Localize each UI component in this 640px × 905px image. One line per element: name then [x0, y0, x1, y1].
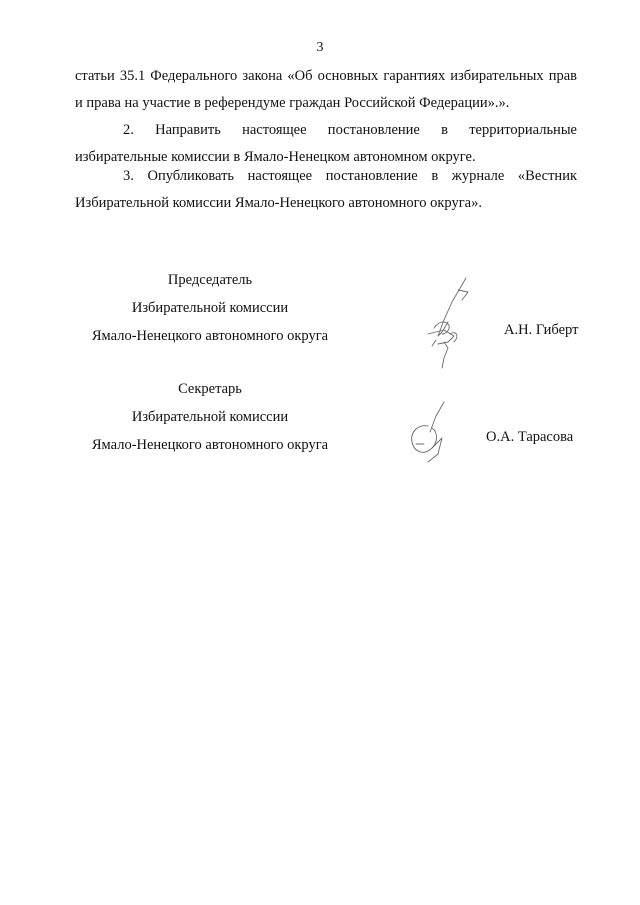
secretary-title-line-2: Избирательной комиссии	[131, 409, 289, 425]
paragraph-2-line-2: избирательные комиссии в Ямало-Ненецком автономном округе.	[75, 149, 476, 165]
chairman-title-block	[75, 266, 345, 350]
paragraph-1	[75, 63, 577, 117]
secretary-signature-icon	[398, 398, 458, 468]
chairman-title-line-1: Председатель	[167, 272, 253, 288]
chairman-signature-icon	[408, 272, 488, 372]
secretary-title-line-3: Ямало-Ненецкого автономного округа	[91, 437, 329, 453]
secretary-title-line-1: Секретарь	[178, 381, 242, 397]
secretary-title-block	[75, 375, 345, 459]
chairman-title-line-2: Избирательной комиссии	[131, 300, 289, 316]
paragraph-3-line-1: 3. Опубликовать настоящее постановление в журнале «Вестник	[123, 168, 577, 184]
page-number: 3	[316, 40, 324, 55]
chairman-name: А.Н. Гиберт	[504, 322, 579, 338]
paragraph-3	[75, 163, 577, 217]
paragraph-2-line-1: 2. Направить настоящее постановление в территориальные	[123, 122, 577, 138]
paragraph-1-line-1: статьи 35.1 Федерального закона «Об основных гарантиях избирательных прав	[75, 68, 577, 84]
paragraph-3-line-2: Избирательной комиссии Ямало-Ненецкого автономного округа».	[75, 195, 482, 211]
chairman-title-line-3: Ямало-Ненецкого автономного округа	[91, 328, 329, 344]
secretary-name: О.А. Тарасова	[486, 429, 574, 445]
paragraph-1-line-2: и права на участие в референдуме граждан Российской Федерации».».	[75, 95, 510, 111]
